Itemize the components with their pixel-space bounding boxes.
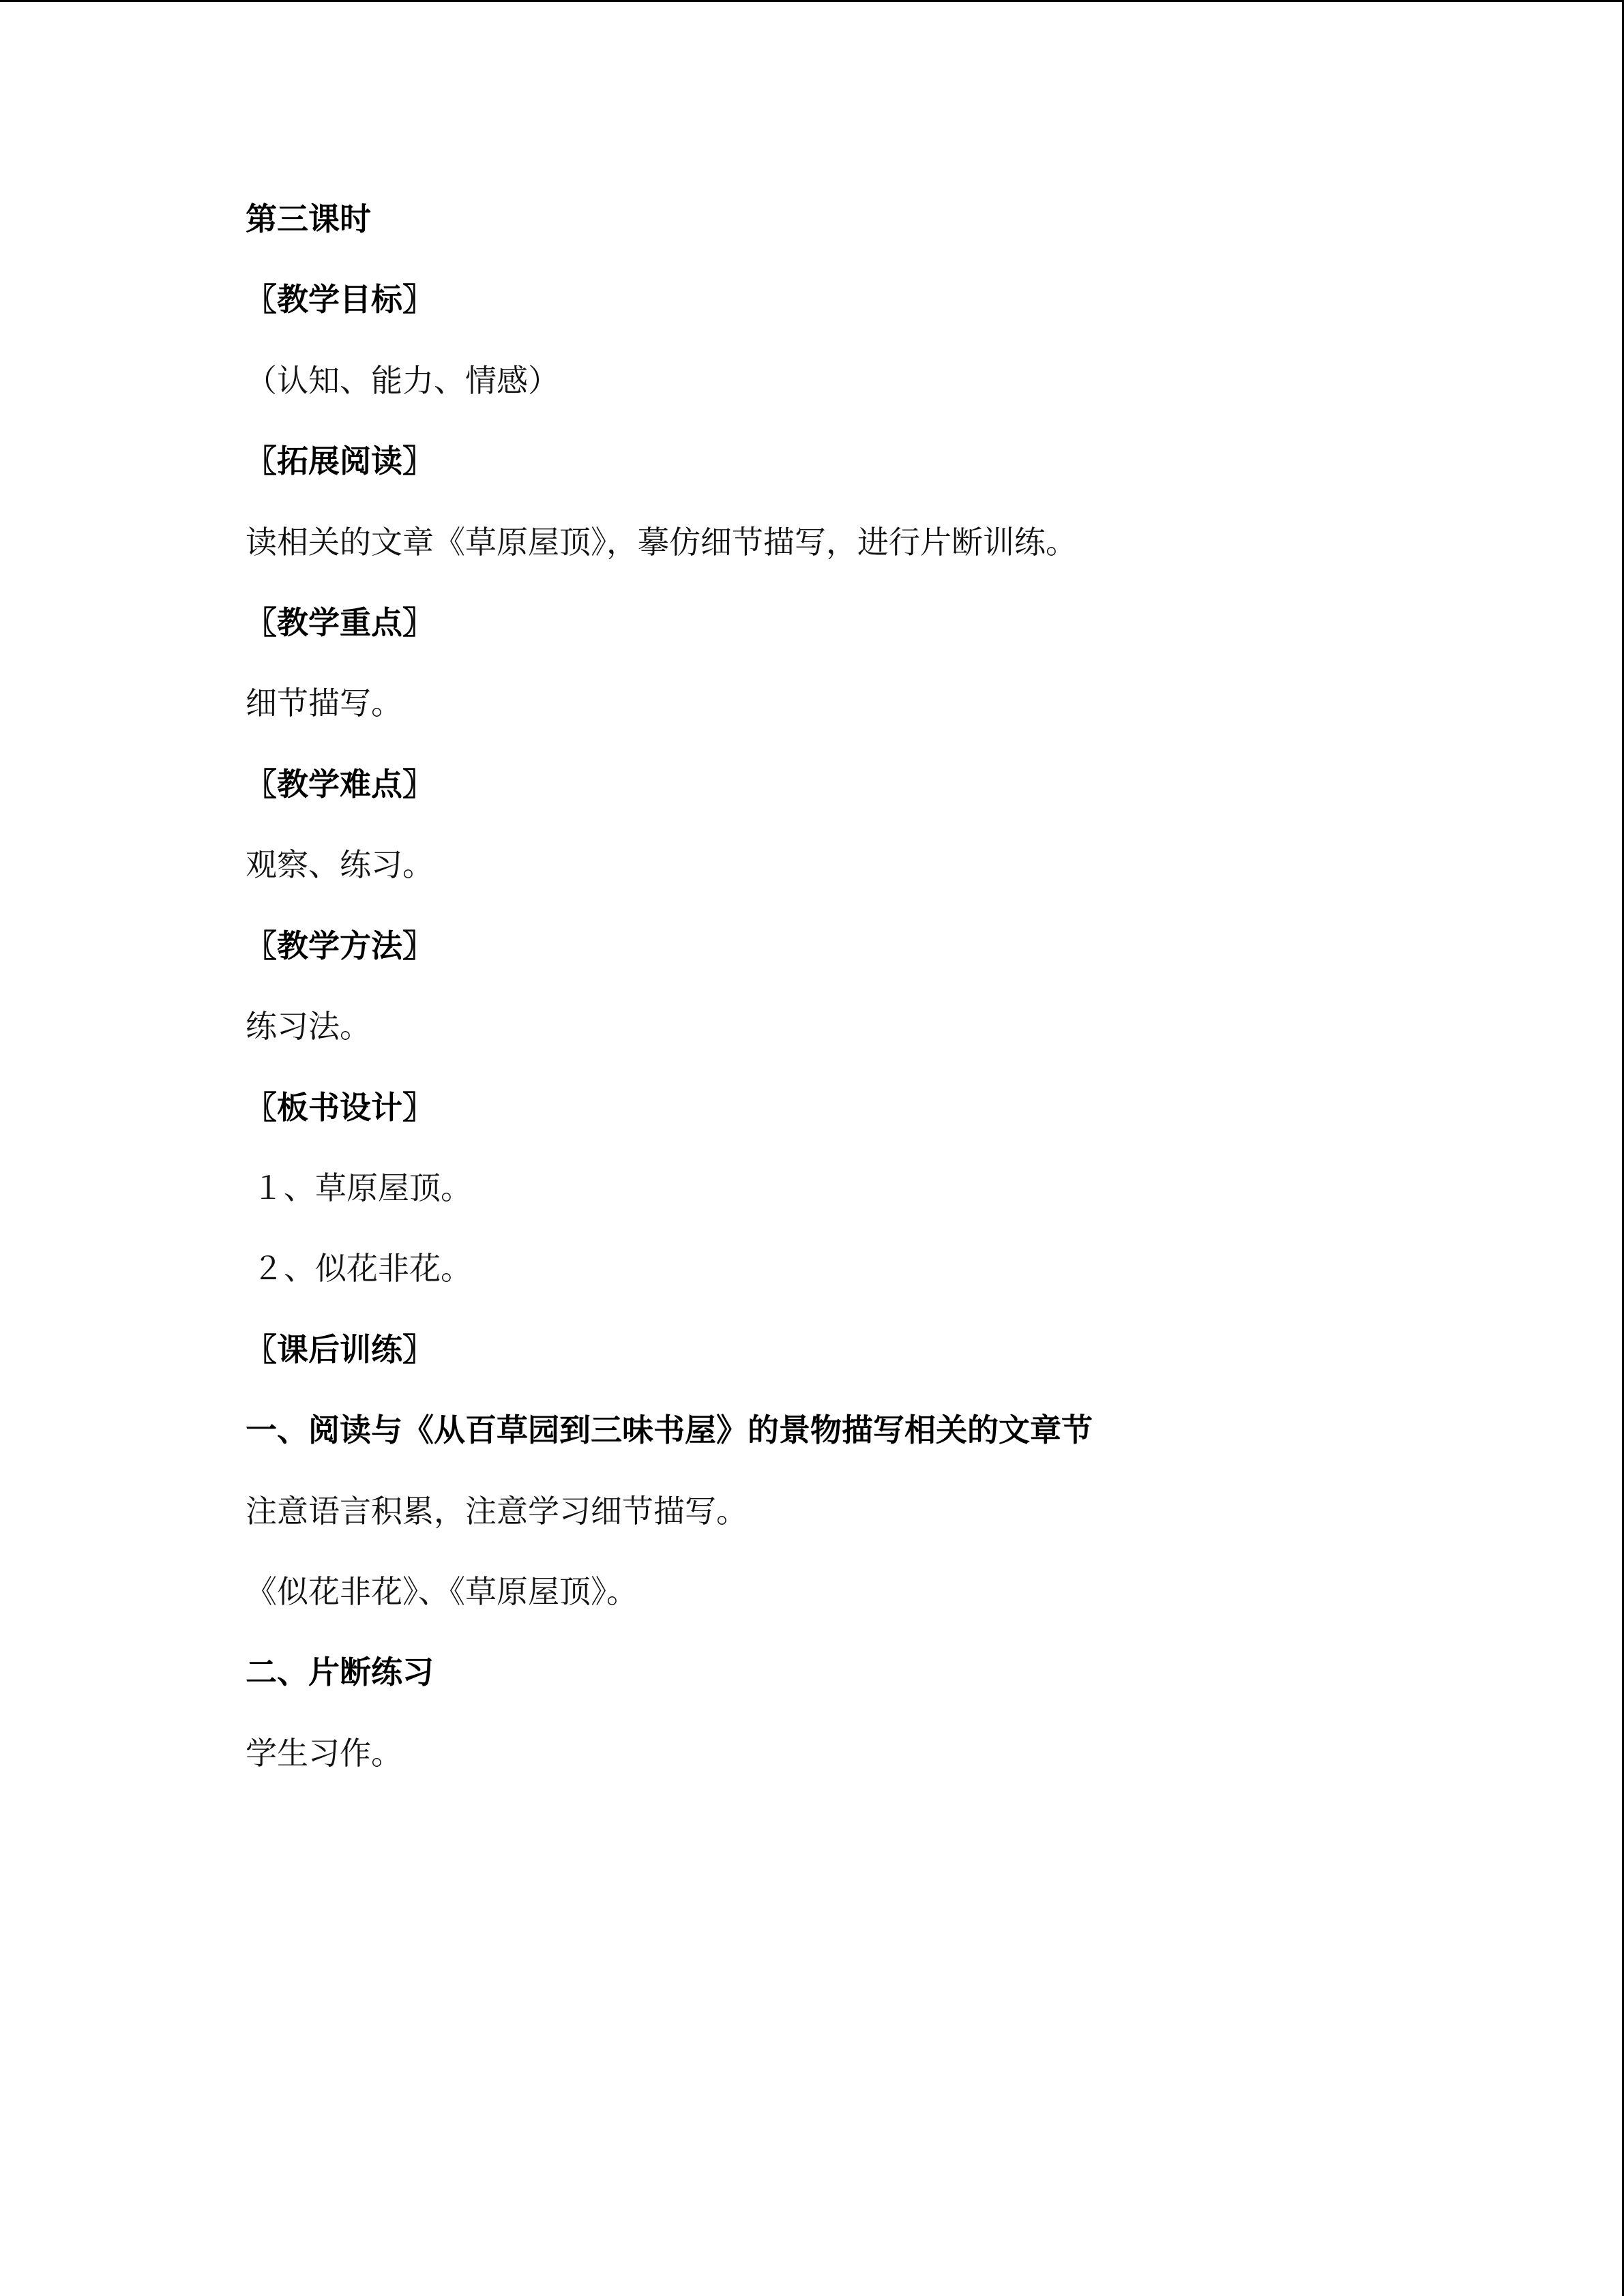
paragraph-methods: 练习法。 — [246, 1008, 371, 1045]
section-heading-board-design: 〖板书设计〗 — [246, 1089, 434, 1126]
list-item-board-1: １、草原屋顶。 — [252, 1169, 472, 1206]
homework-item-1-heading: 一、阅读与《从百草园到三味书屋》的景物描写相关的文章节 — [246, 1412, 1093, 1448]
homework-item-1-note: 注意语言积累，注意学习细节描写。 — [246, 1493, 748, 1530]
section-heading-teaching-goals: 〖教学目标〗 — [246, 281, 434, 318]
lesson-title: 第三课时 — [246, 200, 371, 237]
section-heading-methods: 〖教学方法〗 — [246, 927, 434, 964]
paragraph-difficulties: 观察、练习。 — [246, 846, 434, 883]
section-heading-difficulties: 〖教学难点〗 — [246, 766, 434, 803]
homework-item-2-text: 学生习作。 — [246, 1735, 402, 1772]
section-heading-key-points: 〖教学重点〗 — [246, 604, 434, 641]
paragraph-goals: （认知、能力、情感） — [246, 362, 559, 399]
paragraph-key-points: 细节描写。 — [246, 685, 402, 721]
paragraph-extended-reading: 读相关的文章《草原屋顶》，摹仿细节描写，进行片断训练。 — [246, 524, 1077, 561]
section-heading-homework: 〖课后训练〗 — [246, 1331, 434, 1368]
homework-item-2-heading: 二、片断练习 — [246, 1654, 434, 1690]
homework-item-1-titles: 《似花非花》、《草原屋顶》。 — [246, 1573, 638, 1610]
list-item-board-2: ２、似花非花。 — [252, 1250, 472, 1287]
section-heading-extended-reading: 〖拓展阅读〗 — [246, 443, 434, 479]
